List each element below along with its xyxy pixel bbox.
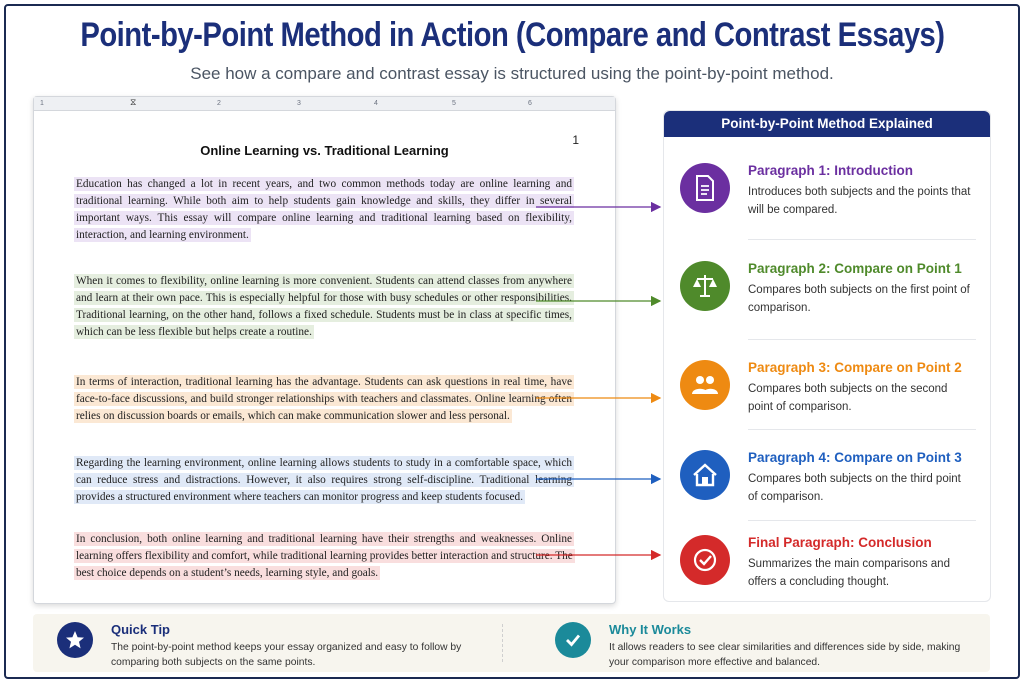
paragraph-text: In terms of interaction, traditional learning has the advantage. Students can ask questions in real time, have face-to-face discussions, and build stronger relationships with teachers and classmates. Online learning often relies on discussion boards or emails, which can make communication slower and less personal. [76,376,572,422]
why-it-works-title: Why It Works [609,622,692,637]
ruler-mark: 6 [528,100,532,107]
step-divider [748,239,976,240]
essay-paragraph-point-2 [74,374,574,425]
people-icon [680,360,730,410]
ruler-mark: 3 [297,100,301,107]
step-introduction [664,163,990,261]
paragraph-text: Regarding the learning environment, online learning allows students to study in a comfortable space, which can reduce stress and distractions. However, it also requires strong self-discipline. Traditional learning provides a structured environment where teachers can monitor progress and keep students focused. [76,457,572,503]
ruler-mark: 2 [217,100,221,107]
step-heading: Final Paragraph: Conclusion [748,535,932,550]
page-title: Point-by-Point Method in Action (Compare and Contrast Essays) [79,15,945,54]
document-icon [680,163,730,213]
step-heading: Paragraph 4: Compare on Point 3 [748,450,962,465]
paragraph-text: Education has changed a lot in recent years, and two common methods today are online learning and traditional learning. While both aim to help students gain knowledge and skills, they differ in several important ways. This essay will compare online learning and traditional learning based on flexibility, interaction, and learning environment. [76,178,572,241]
title-row [0,12,1024,58]
step-description: Introduces both subjects and the points that will be compared. [748,186,971,216]
check-circle-icon [680,535,730,585]
tips-divider [502,624,503,662]
essay-title: Online Learning vs. Traditional Learning [200,143,449,158]
essay-paragraph-conclusion [74,531,574,582]
step-description: Compares both subjects on the first point of comparison. [748,284,970,314]
essay-paragraph-point-3 [74,455,574,506]
paragraph-text: When it comes to flexibility, online learning is more convenient. Students can attend classes from anywhere and learn at their own pace. This is especially helpful for those with busy schedules or other responsibilities. Traditional learning, on the other hand, follows a fixed schedule. Students must be in class at specific times, which can be less flexible but helps create a routine. [76,275,572,338]
essay-document [33,96,616,604]
step-point-2 [664,360,990,458]
step-description: Compares both subjects on the second point of comparison. [748,383,948,413]
checkmark-icon [555,622,591,658]
why-it-works [533,614,990,672]
essay-paragraph-point-1 [74,273,574,341]
scale-icon [680,261,730,311]
step-point-1 [664,261,990,359]
quick-tip-text: The point-by-point method keeps your essay organized and easy to follow by comparing both subjects on the same points. [111,642,462,668]
method-explained-panel [663,110,991,602]
document-ruler [34,97,615,111]
panel-title: Point-by-Point Method Explained [664,111,990,137]
step-heading: Paragraph 2: Compare on Point 1 [748,261,962,276]
indent-marker-icon[interactable]: ⧖ [130,97,137,107]
page-number: 1 [572,133,579,147]
home-icon [680,450,730,500]
star-icon [57,622,93,658]
tips-bar [33,614,990,672]
step-divider [748,520,976,521]
step-description: Summarizes the main comparisons and offers a concluding thought. [748,558,950,588]
paragraph-text: In conclusion, both online learning and traditional learning have their strengths and weaknesses. Online learning offers flexibility and comfort, while traditional learning provides better interaction and structure. The best choice depends on a student’s needs, learning style, and goals. [76,533,573,579]
step-point-3 [664,450,990,548]
step-divider [748,339,976,340]
ruler-mark: 4 [374,100,378,107]
quick-tip-title: Quick Tip [111,622,170,637]
essay-paragraph-introduction [74,176,574,244]
why-it-works-text: It allows readers to see clear similarities and differences side by side, making your comparison more effective and balanced. [609,642,961,668]
quick-tip [33,614,493,672]
ruler-mark: 5 [452,100,456,107]
ruler-mark: 1 [40,100,44,107]
step-heading: Paragraph 3: Compare on Point 2 [748,360,962,375]
step-heading: Paragraph 1: Introduction [748,163,914,178]
step-divider [748,429,976,430]
step-description: Compares both subjects on the third point of comparison. [748,473,961,503]
page-subtitle: See how a compare and contrast essay is structured using the point-by-point method. [190,64,834,83]
